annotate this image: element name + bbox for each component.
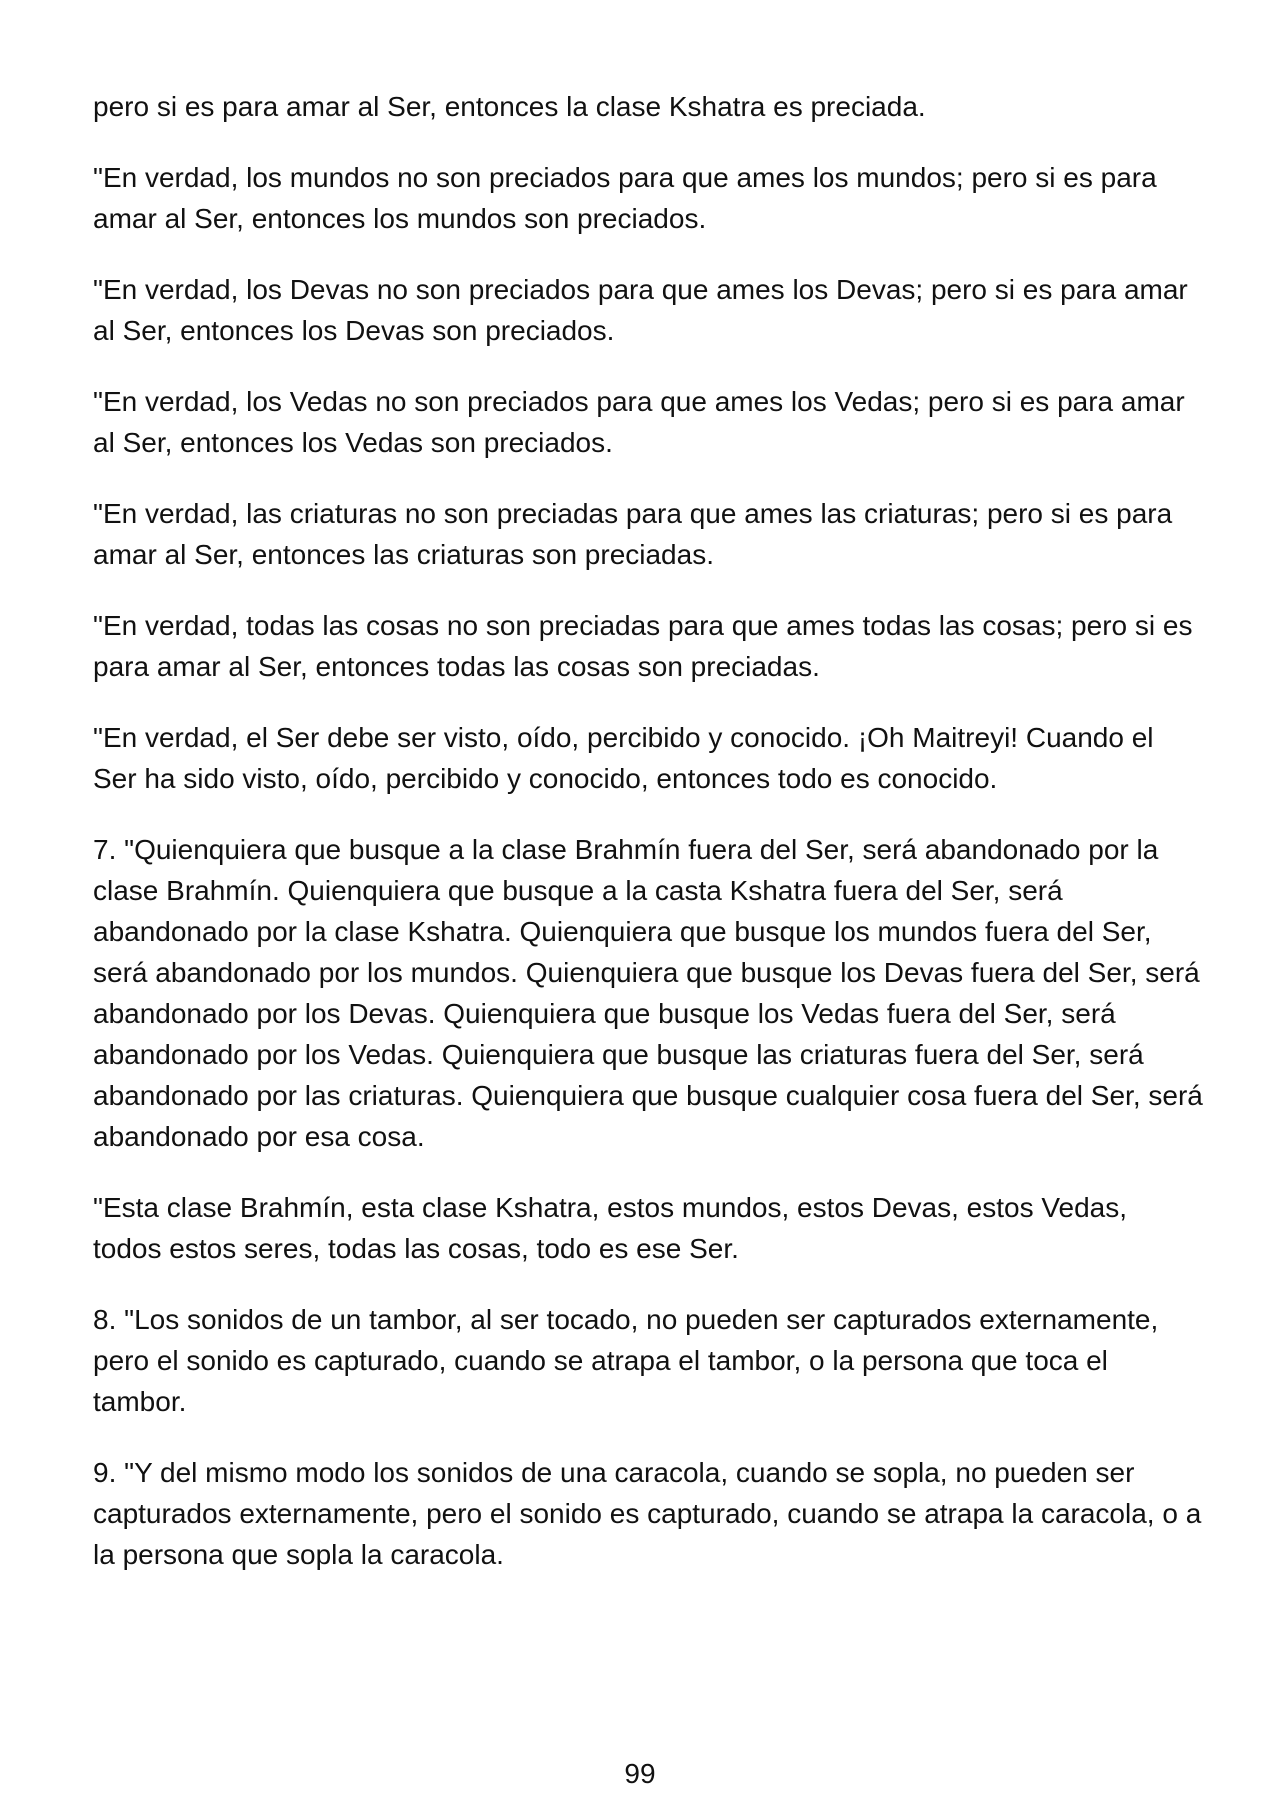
paragraph: "Esta clase Brahmín, esta clase Kshatra, estos mundos, estos Devas, estos Vedas, todos estos seres, todas las cosas, todo es ese Ser. <box>93 1192 1128 1264</box>
paragraph: "En verdad, el Ser debe ser visto, oído, percibido y conocido. ¡Oh Maitreyi! Cuando el Ser ha sido visto, oído, percibido y conocido, entonces todo es conocido. <box>93 722 1154 794</box>
paragraph: 9. "Y del mismo modo los sonidos de una caracola, cuando se sopla, no pueden ser capturados externamente, pero el sonido es capturado, cuando se atrapa la caracola, o a la persona que sopla la caracola. <box>93 1457 1202 1570</box>
paragraph: "En verdad, los Devas no son preciados para que ames los Devas; pero si es para amar al Ser, entonces los Devas son preciados. <box>93 274 1188 346</box>
page-number: 99 <box>624 1758 656 1789</box>
paragraph: 7. "Quienquiera que busque a la clase Brahmín fuera del Ser, será abandonado por la clase Brahmín. Quienquiera que busque a la casta Kshatra fuera del Ser, será abandonado por la clase Kshatra. Quienquiera que busque los mundos fuera del Ser, será abandonado por los mundos. Quienquiera que busque los Devas fuera del Ser, será abandonado por los Devas. Quienquiera que busque los Vedas fuera del Ser, será abandonado por los Vedas. Quienquiera que busque las criaturas fuera del Ser, será abandonado por las criaturas. Quienquiera que busque cualquier cosa fuera del Ser, será abandonado por esa cosa. <box>93 834 1203 1152</box>
paragraph: "En verdad, los Vedas no son preciados para que ames los Vedas; pero si es para amar al Ser, entonces los Vedas son preciados. <box>93 386 1185 458</box>
body-text <box>93 86 1203 1605</box>
paragraph: "En verdad, los mundos no son preciados para que ames los mundos; pero si es para amar al Ser, entonces los mundos son preciados. <box>93 162 1157 234</box>
paragraph: 8. "Los sonidos de un tambor, al ser tocado, no pueden ser capturados externamente, pero el sonido es capturado, cuando se atrapa el tambor, o la persona que toca el tambor. <box>93 1304 1159 1417</box>
paragraph: "En verdad, las criaturas no son preciadas para que ames las criaturas; pero si es para amar al Ser, entonces las criaturas son preciadas. <box>93 498 1173 570</box>
paragraph: pero si es para amar al Ser, entonces la clase Kshatra es preciada. <box>93 91 926 122</box>
paragraph: "En verdad, todas las cosas no son preciadas para que ames todas las cosas; pero si es para amar al Ser, entonces todas las cosas son preciadas. <box>93 610 1193 682</box>
